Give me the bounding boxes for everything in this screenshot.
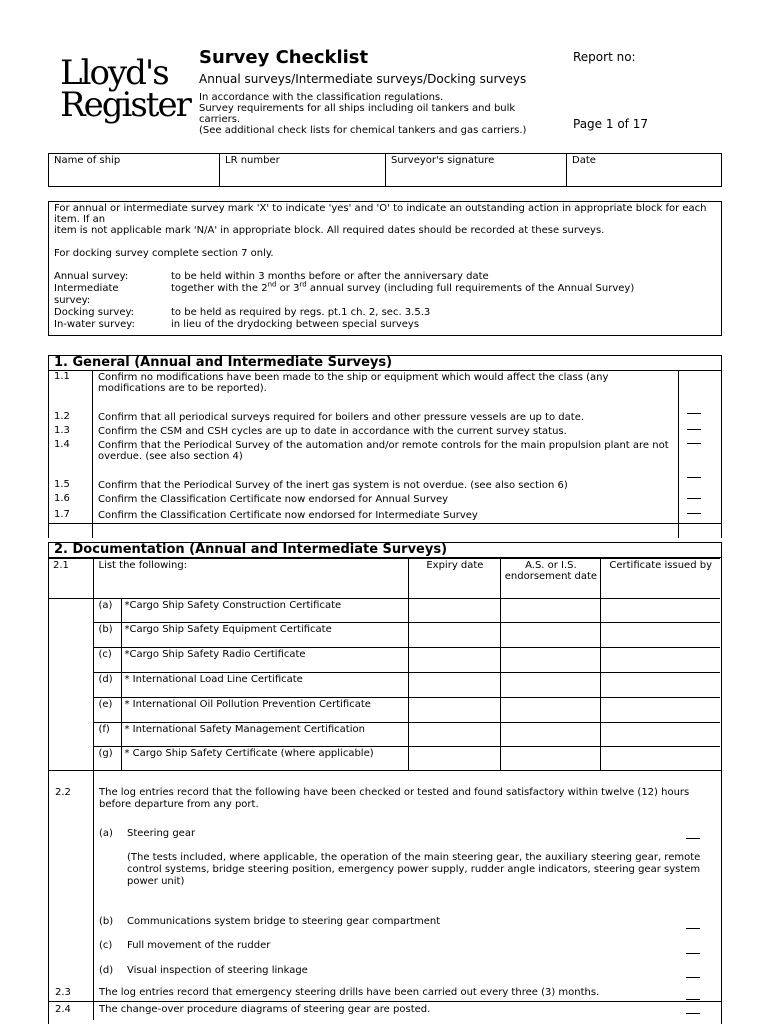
certificate-letter: (a): [93, 599, 121, 623]
expiry-date-input[interactable]: [409, 648, 501, 673]
item-2-4-text: The change-over procedure diagrams of steering gear are posted.: [99, 1004, 431, 1015]
item-text: Confirm that the Periodical Survey of the automation and/or remote controls for the main propulsion plant are not overdue. (see also section 4): [93, 439, 679, 479]
expiry-date-input[interactable]: [409, 747, 501, 771]
intro-line-3: (See additional check lists for chemical tankers and gas carriers.): [199, 125, 527, 136]
mark-line[interactable]: [686, 953, 700, 954]
certificate-row-a: [48, 599, 720, 623]
mark-line[interactable]: [686, 999, 700, 1000]
item-2-3-text: The log entries record that emergency steering drills have been carried out every three (3) months.: [99, 987, 600, 998]
intro-line-2: Survey requirements for all ships including oil tankers and bulk carriers.: [199, 103, 516, 125]
mark-line[interactable]: [686, 838, 700, 839]
expiry-date-input[interactable]: [409, 698, 501, 723]
item-number: 1.1: [49, 371, 93, 411]
surveyor-signature-field[interactable]: [386, 154, 567, 187]
mark-line: [687, 498, 701, 499]
item-mark-cell[interactable]: [679, 509, 721, 523]
certificate-row-b: [48, 623, 720, 648]
annual-survey-value: to be held within 3 months before or after the anniversary date: [171, 271, 489, 282]
sub-item-b-text: Communications system bridge to steering gear compartment: [127, 916, 441, 927]
issued-by-header: Certificate issued by: [601, 559, 720, 599]
checklist-item-1-4: [49, 439, 721, 479]
issued-by-input[interactable]: [601, 723, 720, 747]
row-divider: [49, 1001, 721, 1002]
item-text: Confirm the CSM and CSH cycles are up to date in accordance with the current survey status.: [93, 425, 679, 439]
checklist-item-1-5: [49, 479, 721, 493]
endorsement-date-input[interactable]: [501, 747, 601, 771]
issued-by-input[interactable]: [601, 623, 720, 648]
instruction-line-1: For annual or intermediate survey mark 'X' to indicate 'yes' and 'O' to indicate an outstanding action in appropriate block for each item. If an: [54, 203, 707, 225]
item-text: Confirm no modifications have been made to the ship or equipment which would affect the class (any modifications are to be reported).: [93, 371, 679, 411]
logo-line-2: Register: [60, 85, 190, 125]
annual-survey-key: Annual survey:: [54, 271, 129, 282]
endorsement-date-input[interactable]: [501, 648, 601, 673]
certificate-letter: (e): [93, 698, 121, 723]
name-of-ship-field[interactable]: [49, 154, 220, 187]
certificate-row-f: [48, 723, 720, 747]
sub-item-a-note: (The tests included, where applicable, the operation of the main steering gear, the auxiliary steering gear, remote control systems, bridge steering position, emergency power supply, rudder angle indicators, steering gear system power unit): [127, 852, 701, 887]
certificate-letter: (c): [93, 648, 121, 673]
in-water-survey-value: in lieu of the drydocking between special surveys: [171, 319, 420, 330]
item-mark-cell[interactable]: [679, 411, 721, 425]
certificate-name: * International Load Line Certificate: [121, 673, 409, 698]
page-number: Page 1 of 17: [573, 117, 648, 131]
item-number: 2.2: [55, 787, 71, 798]
sub-item-letter: (b): [99, 916, 114, 927]
number-column-line: [93, 771, 94, 1020]
instructions-box: [48, 201, 722, 336]
ship-info-table: [48, 153, 722, 187]
endorsement-date-input[interactable]: [501, 698, 601, 723]
mark-line: [687, 413, 701, 414]
mark-line: [687, 429, 701, 430]
checklist-item-1-6: [49, 493, 721, 509]
certificate-row-d: [48, 673, 720, 698]
mark-line: [687, 513, 701, 514]
expiry-date-header: Expiry date: [409, 559, 501, 599]
endorsement-date-input[interactable]: [501, 673, 601, 698]
section-2-title: 2. Documentation (Annual and Intermediate Surveys): [49, 542, 721, 558]
certificate-row-c: [48, 648, 720, 673]
certificate-row-e: [48, 698, 720, 723]
expiry-date-input[interactable]: [409, 623, 501, 648]
spacer-number-cell: [49, 524, 93, 538]
docking-survey-row: [54, 307, 716, 319]
item-mark-cell[interactable]: [679, 439, 721, 479]
checklist-item-1-1: [49, 371, 721, 411]
certificate-table: [48, 558, 720, 771]
item-number: 1.3: [49, 425, 93, 439]
in-water-survey-row: [54, 319, 716, 331]
section-1-spacer-row: [49, 523, 721, 538]
docking-survey-value: to be held as required by regs. pt.1 ch. 2, sec. 3.5.3: [171, 307, 431, 318]
section-2-items-area: [49, 770, 721, 1020]
sub-item-d-text: Visual inspection of steering linkage: [127, 965, 308, 976]
item-number-spacer: [48, 599, 93, 771]
mark-line[interactable]: [686, 977, 700, 978]
item-number: 1.5: [49, 479, 93, 493]
certificate-name: * International Safety Management Certification: [121, 723, 409, 747]
item-mark-cell[interactable]: [679, 493, 721, 509]
intro-line-1: In accordance with the classification regulations.: [199, 92, 444, 103]
spacer-mark-cell: [679, 524, 721, 538]
lr-number-field[interactable]: [220, 154, 386, 187]
expiry-date-input[interactable]: [409, 599, 501, 623]
item-text: Confirm that all periodical surveys required for boilers and other pressure vessels are up to date.: [93, 411, 679, 425]
sub-item-letter: (a): [99, 828, 113, 839]
checklist-item-1-7: [49, 509, 721, 523]
intermediate-survey-key: Intermediate survey:: [54, 283, 119, 306]
checklist-item-1-3: [49, 425, 721, 439]
issued-by-input[interactable]: [601, 673, 720, 698]
item-text: Confirm the Classification Certificate now endorsed for Intermediate Survey: [93, 509, 679, 523]
item-number: 1.4: [49, 439, 93, 479]
mark-line: [687, 477, 701, 478]
certificate-letter: (b): [93, 623, 121, 648]
intermediate-survey-value: together with the 2nd or 3rd annual survey (including full requirements of the Annual Survey): [171, 280, 635, 294]
section-documentation: [48, 542, 722, 1024]
sub-item-a-text: Steering gear: [127, 828, 196, 839]
item-number: 2.3: [55, 987, 71, 998]
item-number: 2.1: [48, 559, 93, 599]
instruction-line-2: item is not applicable mark 'N/A' in appropriate block. All required dates should be recorded at these surveys.: [54, 225, 605, 236]
endorsement-date-input[interactable]: [501, 599, 601, 623]
logo-line-1: Lloyd's: [60, 53, 168, 93]
annual-survey-row: [54, 271, 716, 283]
item-number: 1.2: [49, 411, 93, 425]
item-number: 1.7: [49, 509, 93, 523]
endorsement-date-input[interactable]: [501, 623, 601, 648]
surveyor-signature-label: Surveyor's signature: [391, 155, 495, 166]
mark-line: [687, 443, 701, 444]
endorsement-date-header: A.S. or I.S. endorsement date: [501, 559, 601, 599]
issued-by-input[interactable]: [601, 747, 720, 771]
date-field[interactable]: [567, 154, 722, 187]
sub-item-letter: (c): [99, 940, 113, 951]
in-water-survey-key: In-water survey:: [54, 319, 135, 330]
item-text: Confirm that the Periodical Survey of the inert gas system is not overdue. (see also section 6): [93, 479, 679, 493]
lloyds-register-logo: [60, 53, 190, 125]
mark-line[interactable]: [686, 928, 700, 929]
item-text: List the following:: [93, 559, 409, 599]
item-number: 1.6: [49, 493, 93, 509]
item-mark-cell[interactable]: [679, 425, 721, 439]
certificate-letter: (d): [93, 673, 121, 698]
sub-item-letter: (d): [99, 965, 114, 976]
checklist-item-1-2: [49, 411, 721, 425]
lr-number-label: LR number: [225, 155, 280, 166]
page-title: Survey Checklist: [199, 47, 369, 68]
certificate-name: *Cargo Ship Safety Equipment Certificate: [121, 623, 409, 648]
intermediate-survey-row: [54, 280, 716, 307]
section-general: [48, 355, 722, 538]
docking-instruction: For docking survey complete section 7 only.: [54, 248, 274, 259]
expiry-date-input[interactable]: [409, 673, 501, 698]
certificate-letter: (f): [93, 723, 121, 747]
sub-item-c-text: Full movement of the rudder: [127, 940, 271, 951]
item-mark-cell[interactable]: [679, 371, 721, 411]
certificate-name: *Cargo Ship Safety Radio Certificate: [121, 648, 409, 673]
issued-by-input[interactable]: [601, 648, 720, 673]
name-of-ship-label: Name of ship: [54, 155, 121, 166]
section-1-title: 1. General (Annual and Intermediate Surveys): [49, 355, 721, 371]
expiry-date-input[interactable]: [409, 723, 501, 747]
mark-line[interactable]: [686, 1013, 700, 1014]
certificate-row-g: [48, 747, 720, 771]
issued-by-input[interactable]: [601, 599, 720, 623]
report-number-label: Report no:: [573, 50, 636, 64]
endorsement-date-input[interactable]: [501, 723, 601, 747]
page-subtitle: Annual surveys/Intermediate surveys/Docking surveys: [199, 72, 527, 86]
certificate-name: * International Oil Pollution Prevention Certificate: [121, 698, 409, 723]
item-text: Confirm the Classification Certificate now endorsed for Annual Survey: [93, 493, 679, 509]
certificate-letter: (g): [93, 747, 121, 771]
issued-by-input[interactable]: [601, 698, 720, 723]
item-2-2-text: The log entries record that the following have been checked or tested and found satisfactory within twelve (12) hours before departure from any port.: [99, 787, 690, 810]
certificate-name: * Cargo Ship Safety Certificate (where applicable): [121, 747, 409, 771]
certificate-name: *Cargo Ship Safety Construction Certificate: [121, 599, 409, 623]
item-mark-cell[interactable]: [679, 479, 721, 493]
date-label: Date: [572, 155, 596, 166]
intro-text: [199, 92, 544, 136]
spacer-text-cell: [93, 524, 679, 538]
item-number: 2.4: [55, 1004, 71, 1015]
docking-survey-key: Docking survey:: [54, 307, 135, 318]
